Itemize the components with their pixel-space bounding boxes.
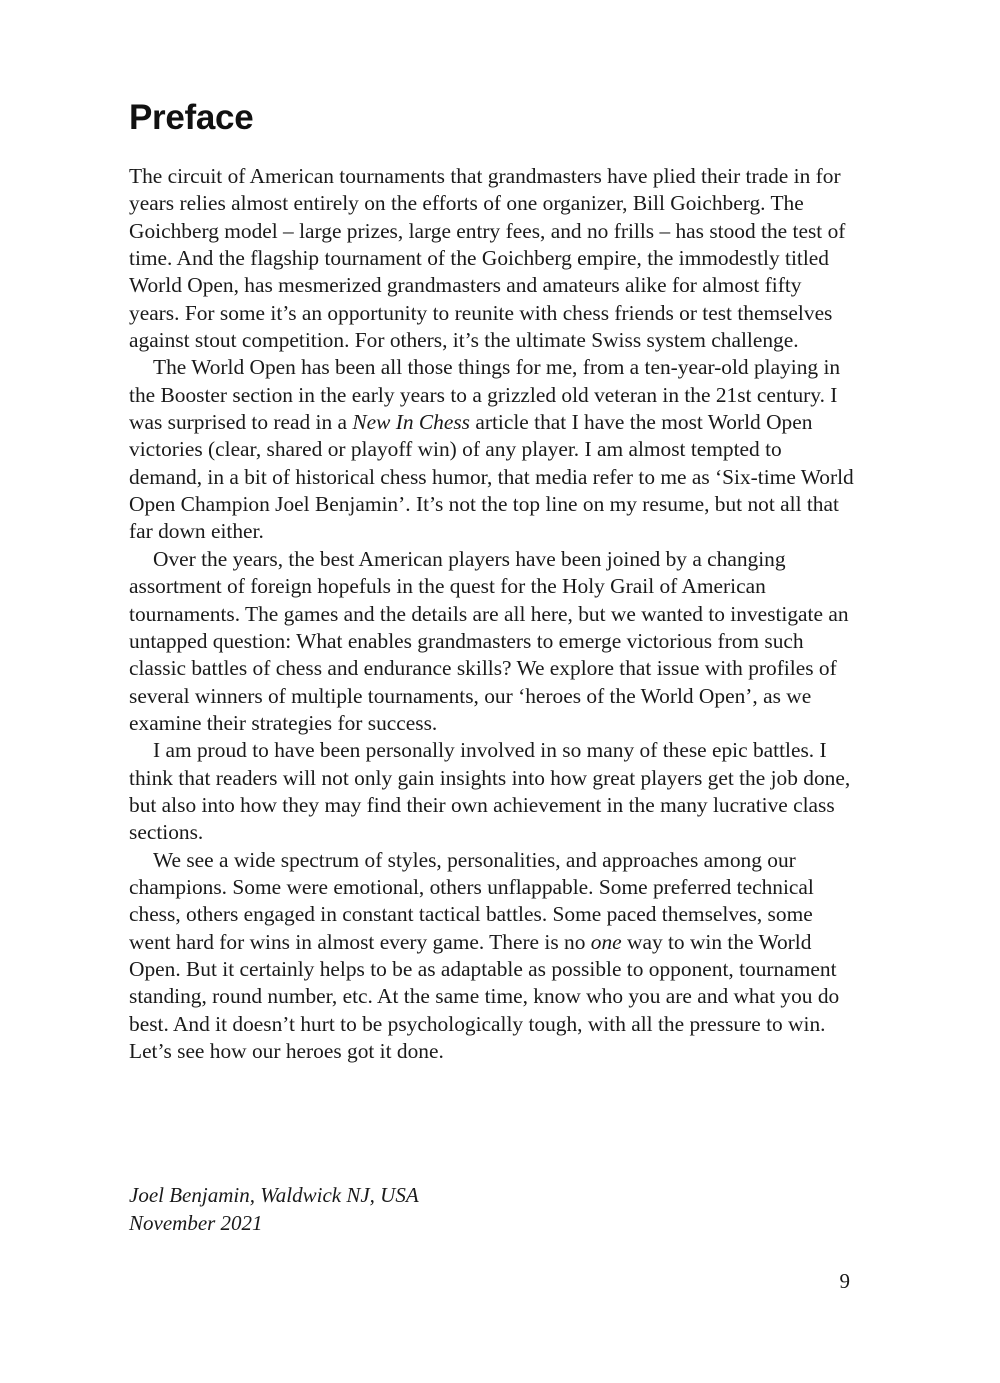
paragraph-4: I am proud to have been personally involved in so many of these epic battles. I think that readers will not only gain insights into how great players get the job done, but also into how they may find their own achievement in the many lucrative class sections.: [129, 738, 851, 845]
paragraph-5-text-after: way to win the World Open. But it certainly helps to be as adaptable as possible to opponent, tournament standing, round number, etc. At the same time, know who you are and what you do best. And it doesn’t hurt to be psychologically tough, with all the pressure to win. Let’s see how our heroes got it done.: [129, 929, 840, 1063]
page-title: Preface: [129, 98, 254, 137]
book-page: [129, 0, 857, 1383]
paragraph-5: [129, 847, 857, 1066]
paragraph-2: [129, 354, 857, 545]
paragraph-2-text-after: article that I have the most World Open victories (clear, shared or playoff win) of any player. I am almost tempted to demand, in a bit of historical chess humor, that media refer to me as ‘Six-time World Open Champion Joel Benjamin’. It’s not the top line on my resume, but not all that far down either.: [129, 410, 854, 544]
preface-body: [129, 163, 857, 1065]
paragraph-3: Over the years, the best American players have been joined by a changing assortment of foreign hopefuls in the quest for the Holy Grail of American tournaments. The games and the details are all here, but we wanted to investigate an untapped question: What enables grandmasters to emerge victorious from such classic battles of chess and endurance skills? We explore that issue with profiles of several winners of multiple tournaments, our ‘heroes of the World Open’, as we examine their strategies for success.: [129, 546, 849, 735]
author-line: Joel Benjamin, Waldwick NJ, USA: [129, 1183, 419, 1207]
paragraph-1: The circuit of American tournaments that grandmasters have plied their trade in for years relies almost entirely on the efforts of one organizer, Bill Goichberg. The Goichberg model – large prizes, large entry fees, and no frills – has stood the test of time. And the flagship tournament of the Goichberg empire, the immodestly titled World Open, has mesmerized grandmasters and amateurs alike for almost fifty years. For some it’s an opportunity to reunite with chess friends or test themselves against stout competition. For others, it’s the ultimate Swiss system challenge.: [129, 164, 846, 353]
one-emphasis: one: [590, 929, 622, 954]
paragraph-5-text-before: We see a wide spectrum of styles, personalities, and approaches among our champions. Some were emotional, others unflappable. Some preferred technical chess, others engaged in constant tactical battles. Some paced themselves, some went hard for wins in almost every game. There is no: [129, 847, 814, 954]
paragraph-2-text-before: The World Open has been all those things for me, from a ten-year-old playing in the Booster section in the early years to a grizzled old veteran in the 21st century. I was surprised to read in a: [129, 355, 841, 435]
signature-block: [129, 1182, 419, 1237]
page-number: 9: [839, 1269, 850, 1293]
date-line: November 2021: [129, 1210, 263, 1235]
magazine-title-emphasis: New In Chess: [352, 410, 471, 435]
